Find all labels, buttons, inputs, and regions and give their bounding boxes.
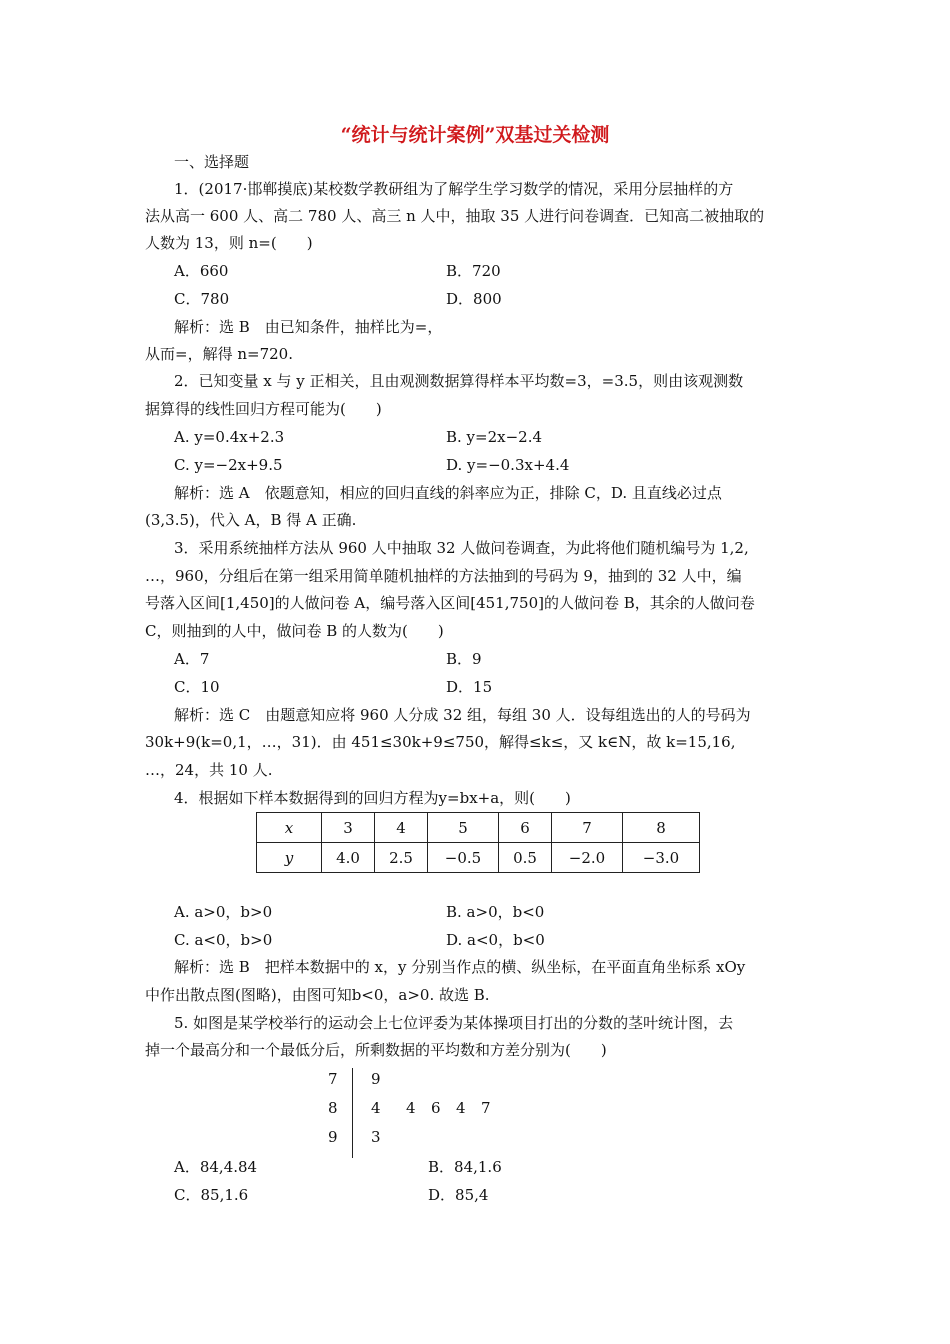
q2-text-line-2: 据算得的线性回归方程可能为( ) (145, 400, 382, 418)
q5-option-d: D．85,4 (428, 1186, 489, 1204)
table-cell: −3.0 (623, 843, 700, 873)
q2-solution-line-1: 解析：选 A 依题意知，相应的回归直线的斜率应为正，排除 C，D. 且直线必过点 (174, 484, 722, 502)
q3-text-line-3: 号落入区间[1,450]的人做问卷 A，编号落入区间[451,750]的人做问卷 B，其余的人做问卷 (145, 594, 755, 612)
table-cell: 2.5 (375, 843, 428, 873)
stem-value: 7 (328, 1070, 338, 1088)
q3-solution-line-1: 解析：选 C 由题意知应将 960 人分成 32 组，每组 30 人．设每组选出的人的号码为 (174, 706, 751, 724)
leaf-value: 6 (431, 1099, 441, 1117)
table-cell: −2.0 (552, 843, 623, 873)
q1-solution-line-1: 解析：选 B 由已知条件，抽样比为=， (174, 318, 443, 336)
q1-solution-line-2: 从而=，解得 n=720. (145, 345, 293, 363)
stem-value: 8 (328, 1099, 338, 1117)
page-title: “统计与统计案例”双基过关检测 (340, 124, 610, 146)
q2-option-d: D. y=−0.3x+4.4 (446, 456, 570, 474)
q4-solution-line-2: 中作出散点图(图略)，由图可知b<0，a>0. 故选 B. (145, 986, 490, 1004)
table-cell: 6 (499, 813, 552, 843)
q3-text-line-4: C，则抽到的人中，做问卷 B 的人数为( ) (145, 622, 444, 640)
q1-text-line-1: 1．(2017·邯郸摸底)某校数学教研组为了解学生学习数学的情况，采用分层抽样的方 (174, 180, 734, 198)
table-cell: 5 (428, 813, 499, 843)
q3-option-b: B．9 (446, 650, 482, 668)
q5-option-c: C．85,1.6 (174, 1186, 249, 1204)
table-row-y (257, 843, 700, 873)
q3-solution-line-3: …，24，共 10 人. (145, 761, 273, 779)
q5-text-line-2: 掉一个最高分和一个最低分后，所剩数据的平均数和方差分别为( ) (145, 1041, 607, 1059)
q2-text-line-1: 2．已知变量 x 与 y 正相关，且由观测数据算得样本平均数=3，=3.5，则由该观测数 (174, 372, 744, 390)
table-row-x (257, 813, 700, 843)
q4-data-table (256, 812, 700, 873)
table-cell: 0.5 (499, 843, 552, 873)
leaf-value: 7 (481, 1099, 491, 1117)
q2-option-c: C. y=−2x+9.5 (174, 456, 283, 474)
q1-option-d: D．800 (446, 290, 502, 308)
stem-value: 9 (328, 1128, 338, 1146)
table-cell: 4 (375, 813, 428, 843)
q5-text-line-1: 5. 如图是某学校举行的运动会上七位评委为某体操项目打出的分数的茎叶统计图，去 (174, 1014, 734, 1032)
leaf-value: 3 (371, 1128, 381, 1146)
q3-text-line-1: 3．采用系统抽样方法从 960 人中抽取 32 人做问卷调查，为此将他们随机编号为 1,2, (174, 539, 749, 557)
table-cell: −0.5 (428, 843, 499, 873)
q4-option-c: C. a<0，b>0 (174, 931, 273, 949)
q4-option-b: B. a>0，b<0 (446, 903, 545, 921)
q5-option-b: B．84,1.6 (428, 1158, 502, 1176)
table-cell: 3 (322, 813, 375, 843)
q1-option-c: C．780 (174, 290, 230, 308)
q3-option-d: D．15 (446, 678, 493, 696)
q1-option-a: A．660 (174, 262, 229, 280)
q2-solution-line-2: (3,3.5)，代入 A，B 得 A 正确. (145, 511, 357, 529)
q3-option-a: A．7 (174, 650, 210, 668)
q3-option-c: C．10 (174, 678, 220, 696)
q4-text-line-1: 4．根据如下样本数据得到的回归方程为y=bx+a，则( ) (174, 789, 571, 807)
q1-text-line-2: 法从高一 600 人、高二 780 人、高三 n 人中，抽取 35 人进行问卷调查．已知高二被抽取的 (145, 207, 765, 225)
section-heading: 一、选择题 (174, 153, 250, 171)
table-cell: y (257, 843, 322, 873)
table-cell: 7 (552, 813, 623, 843)
q1-text-line-3: 人数为 13，则 n=( ) (145, 234, 313, 252)
table-cell: x (257, 813, 322, 843)
stem-divider-line (352, 1068, 353, 1158)
q2-option-a: A. y=0.4x+2.3 (174, 428, 285, 446)
q4-option-a: A. a>0，b>0 (174, 903, 273, 921)
q4-option-d: D. a<0，b<0 (446, 931, 545, 949)
q3-solution-line-2: 30k+9(k=0,1，…，31)．由 451≤30k+9≤750，解得≤k≤，又 k∈N，故 k=15,16, (145, 733, 736, 751)
leaf-value: 9 (371, 1070, 381, 1088)
q1-option-b: B．720 (446, 262, 501, 280)
leaf-value: 4 (406, 1099, 416, 1117)
leaf-value: 4 (371, 1099, 381, 1117)
table-cell: 4.0 (322, 843, 375, 873)
table-cell: 8 (623, 813, 700, 843)
q2-option-b: B. y=2x−2.4 (446, 428, 543, 446)
q5-option-a: A．84,4.84 (174, 1158, 258, 1176)
q3-text-line-2: …，960，分组后在第一组采用简单随机抽样的方法抽到的号码为 9，抽到的 32 人中，编 (145, 567, 742, 585)
leaf-value: 4 (456, 1099, 466, 1117)
q4-solution-line-1: 解析：选 B 把样本数据中的 x，y 分别当作点的横、纵坐标，在平面直角坐标系 xOy (174, 958, 746, 976)
